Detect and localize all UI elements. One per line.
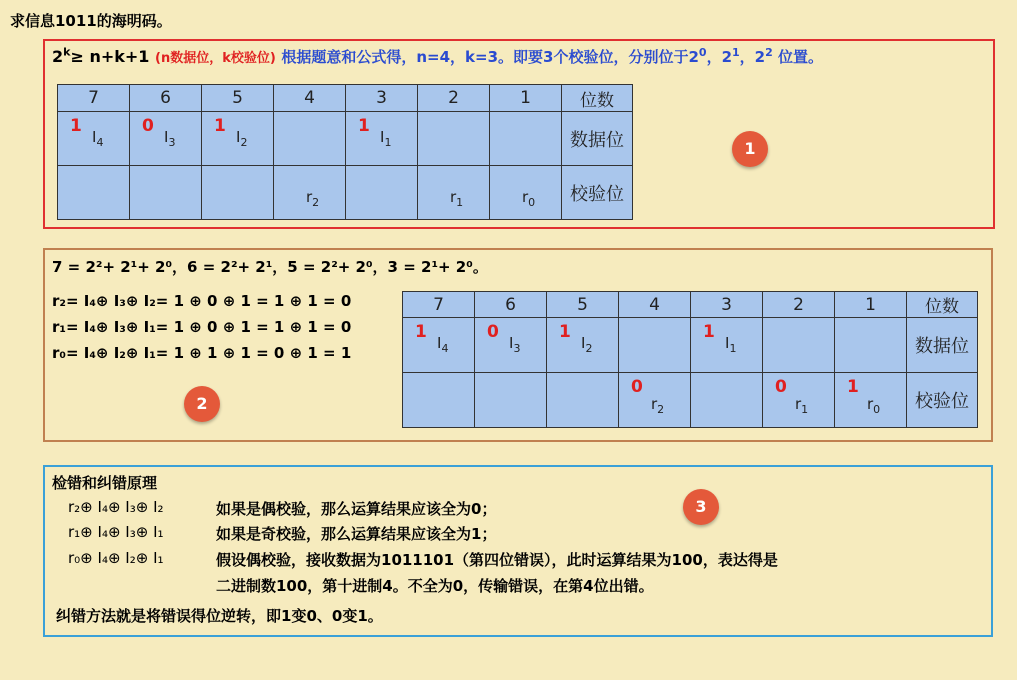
step-badge-3: 3 — [683, 489, 719, 525]
data-cell — [346, 112, 418, 166]
table-header-cell: 2 — [418, 85, 490, 112]
bit-symbol: $I_1$ — [725, 334, 737, 355]
hamming-table-1 — [57, 84, 633, 220]
table-header-cell: 6 — [475, 292, 547, 318]
check-cell — [346, 166, 418, 220]
bit-value: 1 — [415, 322, 427, 342]
hamming-table-2 — [402, 291, 978, 428]
check-cell — [130, 166, 202, 220]
check-cell — [58, 166, 130, 220]
bit-value: 1 — [70, 116, 82, 136]
bit-value: 0 — [775, 377, 787, 397]
data-row-label: 数据位 — [562, 112, 633, 166]
bit-symbol: $r_2$ — [651, 395, 665, 416]
bit-value: 1 — [214, 116, 226, 136]
formula-description: 根据题意和公式得，n=4，k=3。即要3个校验位，分别位于$2^0$，$2^1$，$2^2$ 位置。 — [281, 46, 824, 66]
table-header-cell: 1 — [835, 292, 907, 318]
check-formula-r0: r₀⊕ I₄⊕ I₂⊕ I₁ — [68, 549, 164, 567]
table-header-cell: 6 — [130, 85, 202, 112]
formula-base: 2 — [52, 47, 64, 66]
table-header-cell: 5 — [202, 85, 274, 112]
table-header-cell: 2 — [763, 292, 835, 318]
check-row-label: 校验位 — [907, 373, 978, 428]
check-cell — [691, 373, 763, 428]
formula-inequality: ≥ n+k+1 — [70, 47, 150, 66]
parity-equation-r1: r₁= I₄⊕ I₃⊕ I₁= 1 ⊕ 0 ⊕ 1 = 1 ⊕ 1 = 0 — [52, 318, 352, 336]
bit-symbol: $I_2$ — [236, 128, 248, 149]
example-line-2: 二进制数100，第十进制4。不全为0，传输错误，在第4位出错。 — [216, 577, 654, 595]
data-cell — [547, 318, 619, 373]
check-formula-r1: r₁⊕ I₄⊕ I₃⊕ I₁ — [68, 523, 164, 541]
data-cell — [202, 112, 274, 166]
bit-value: 1 — [358, 116, 370, 136]
table-header-cell: 7 — [58, 85, 130, 112]
check-row-label: 校验位 — [562, 166, 633, 220]
data-cell — [490, 112, 562, 166]
table-header-cell: 7 — [403, 292, 475, 318]
check-cell — [835, 373, 907, 428]
check-cell — [547, 373, 619, 428]
table-header-cell: 4 — [619, 292, 691, 318]
rule-odd-parity: 如果是奇校验，那么运算结果应该全为1； — [216, 525, 497, 543]
bit-symbol: $I_2$ — [581, 334, 593, 355]
rule-even-parity: 如果是偶校验，那么运算结果应该全为0； — [216, 500, 497, 518]
bit-value: 1 — [559, 322, 571, 342]
formula-note: (n数据位，k校验位) — [155, 51, 276, 66]
check-cell — [202, 166, 274, 220]
parity-equation-r0: r₀= I₄⊕ I₂⊕ I₁= 1 ⊕ 1 ⊕ 1 = 0 ⊕ 1 = 1 — [52, 344, 352, 362]
correction-method: 纠错方法就是将错误得位逆转，即1变0、0变1。 — [56, 607, 383, 625]
table-header-cell: 3 — [691, 292, 763, 318]
check-cell — [763, 373, 835, 428]
bit-value: 0 — [142, 116, 154, 136]
data-cell — [475, 318, 547, 373]
power-decomposition: 7 = 2²+ 2¹+ 2⁰，6 = 2²+ 2¹，5 = 2²+ 2⁰，3 = 2¹+ 2⁰。 — [52, 258, 488, 276]
data-cell — [418, 112, 490, 166]
bit-value: 0 — [631, 377, 643, 397]
check-cell — [619, 373, 691, 428]
table-header-cell: 位数 — [907, 292, 978, 318]
check-cell — [403, 373, 475, 428]
check-cell — [475, 373, 547, 428]
data-cell — [130, 112, 202, 166]
data-cell — [691, 318, 763, 373]
bit-symbol: $I_1$ — [380, 128, 392, 149]
bit-symbol: $I_3$ — [164, 128, 176, 149]
table-header-cell: 5 — [547, 292, 619, 318]
bit-symbol: $r_0$ — [867, 395, 881, 416]
step-badge-2: 2 — [184, 386, 220, 422]
bit-symbol: $I_3$ — [509, 334, 521, 355]
section-3-heading: 检错和纠错原理 — [52, 474, 158, 492]
data-cell — [619, 318, 691, 373]
bit-symbol: $r_0$ — [522, 188, 536, 209]
parity-equation-r2: r₂= I₄⊕ I₃⊕ I₂= 1 ⊕ 0 ⊕ 1 = 1 ⊕ 1 = 0 — [52, 292, 352, 310]
page-title: 求信息1011的海明码。 — [10, 12, 172, 30]
table-header-cell: 3 — [346, 85, 418, 112]
data-row-label: 数据位 — [907, 318, 978, 373]
data-cell — [763, 318, 835, 373]
bit-symbol: $r_1$ — [795, 395, 809, 416]
table-header-cell: 位数 — [562, 85, 633, 112]
bit-value: 0 — [487, 322, 499, 342]
formula-exponent: k — [63, 45, 71, 59]
step-badge-1: 1 — [732, 131, 768, 167]
check-cell — [418, 166, 490, 220]
data-cell — [274, 112, 346, 166]
check-cell — [490, 166, 562, 220]
bit-symbol: $r_2$ — [306, 188, 320, 209]
data-cell — [835, 318, 907, 373]
check-formula-r2: r₂⊕ I₄⊕ I₃⊕ I₂ — [68, 498, 164, 516]
data-cell — [403, 318, 475, 373]
table-header-cell: 4 — [274, 85, 346, 112]
bit-value: 1 — [847, 377, 859, 397]
bit-symbol: $r_1$ — [450, 188, 464, 209]
bit-symbol: $I_4$ — [92, 128, 104, 149]
table-header-cell: 1 — [490, 85, 562, 112]
check-cell — [274, 166, 346, 220]
formula-line-1 — [52, 46, 823, 67]
data-cell — [58, 112, 130, 166]
example-line-1: 假设偶校验，接收数据为1011101（第四位错误），此时运算结果为100，表达得是 — [216, 551, 778, 569]
bit-symbol: $I_4$ — [437, 334, 449, 355]
bit-value: 1 — [703, 322, 715, 342]
